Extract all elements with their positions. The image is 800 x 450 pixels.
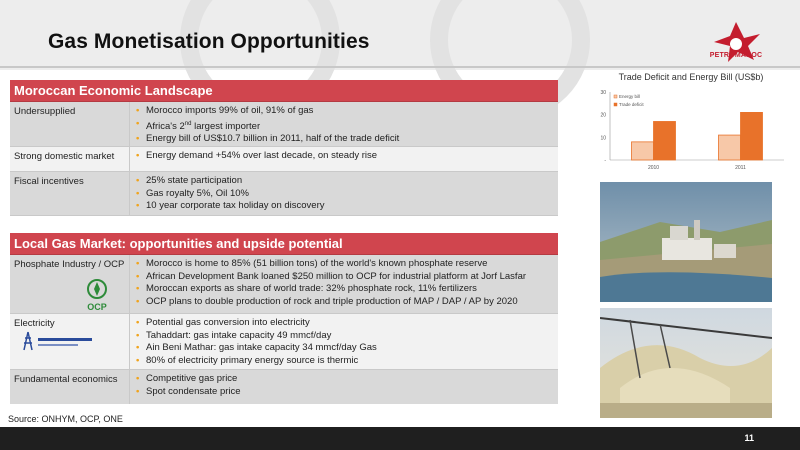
- bullet-item: • Ain Beni Mathar: gas intake capacity 34 mmcf/day Gas: [136, 342, 552, 355]
- bullet-item: • Spot condensate price: [136, 386, 552, 399]
- row-label: [10, 255, 130, 313]
- ocp-logo-icon: [76, 277, 118, 313]
- bullet-item: [136, 118, 552, 134]
- chart-title: Trade Deficit and Energy Bill (US$b): [618, 72, 764, 82]
- economic-landscape-section: [10, 80, 558, 216]
- legend-swatch: [614, 103, 617, 106]
- superscript: nd: [184, 120, 192, 127]
- trade-deficit-chart: [588, 84, 788, 176]
- row-label-text: Phosphate Industry / OCP: [14, 259, 125, 270]
- source-note: Source: ONHYM, OCP, ONE: [8, 414, 123, 424]
- bullet-item: • Competitive gas price: [136, 373, 552, 386]
- phosphate-mine-photo: [600, 308, 772, 418]
- section-heading: Moroccan Economic Landscape: [10, 80, 558, 102]
- x-tick-label: 2010: [647, 165, 660, 171]
- table-row: [10, 255, 558, 314]
- x-tick-label: 2011: [735, 165, 746, 171]
- table-row: [10, 314, 558, 370]
- text-fragment: largest importer: [194, 120, 261, 132]
- y-tick-label: 10: [600, 135, 606, 142]
- title-divider: [0, 66, 800, 68]
- bullet-item: • Moroccan exports as share of world trade: 32% phosphate rock, 11% fertilizers: [136, 283, 552, 296]
- bullet-item: • 80% of electricity primary energy source is thermic: [136, 355, 552, 368]
- bullet-item: • Morocco imports 99% of oil, 91% of gas: [136, 105, 552, 118]
- bullet-item: • Energy bill of US$10.7 billion in 2011, half of the trade deficit: [136, 133, 552, 146]
- bullet-item: • African Development Bank loaned $250 million to OCP for industrial platform at Jorf Lasfar: [136, 271, 552, 284]
- power-plant-photo: [600, 182, 772, 302]
- bar-trade-deficit: [741, 112, 763, 160]
- row-value: [130, 255, 558, 313]
- row-label: Undersupplied: [10, 102, 130, 146]
- text-fragment: Africa's: [146, 120, 177, 132]
- row-value: [130, 314, 558, 369]
- table-row: [10, 172, 558, 216]
- section-heading: Local Gas Market: opportunities and upside potential: [10, 233, 558, 255]
- ocp-logo-text: OCP: [87, 302, 107, 312]
- one-pylon-icon: [20, 330, 100, 352]
- footer-bar: [0, 427, 800, 450]
- local-gas-market-section: [10, 233, 558, 404]
- bullet-item: • Energy demand +54% over last decade, on steady rise: [136, 150, 552, 163]
- bar-energy-bill: [632, 142, 654, 160]
- row-value: [130, 370, 558, 404]
- bar-trade-deficit: [654, 121, 676, 160]
- row-label: Strong domestic market: [10, 147, 130, 171]
- row-label: Fiscal incentives: [10, 172, 130, 215]
- row-value: [130, 147, 558, 171]
- bullet-item: • OCP plans to double production of rock and triple production of MAP / DAP / AP by 2020: [136, 296, 552, 309]
- table-row: [10, 102, 558, 147]
- legend-label: Trade deficit: [619, 102, 644, 107]
- petromaroc-logo-icon: [700, 18, 772, 70]
- bullet-item: • 25% state participation: [136, 175, 552, 188]
- text-fragment: 2nd: [179, 120, 192, 132]
- bullet-item: • 10 year corporate tax holiday on discovery: [136, 200, 552, 213]
- bar-energy-bill: [719, 135, 741, 160]
- y-tick-label: -: [604, 158, 606, 164]
- table-row: [10, 147, 558, 172]
- bullet-item: • Gas royalty 5%, Oil 10%: [136, 188, 552, 201]
- row-value: [130, 172, 558, 215]
- y-tick-label: 20: [600, 112, 606, 119]
- page-number: 11: [744, 433, 754, 443]
- row-value: [130, 102, 558, 146]
- bullet-item: • Tahaddart: gas intake capacity 49 mmcf/day: [136, 330, 552, 343]
- y-tick-label: 30: [600, 90, 606, 96]
- table-row: [10, 370, 558, 404]
- row-label: [10, 314, 130, 369]
- bullet-item: • Potential gas conversion into electricity: [136, 317, 552, 330]
- row-label: Fundamental economics: [10, 370, 130, 404]
- legend-swatch: [614, 95, 617, 98]
- page-title: Gas Monetisation Opportunities: [48, 30, 370, 53]
- bullet-item: • Morocco is home to 85% (51 billion tons) of the world's known phosphate reserve: [136, 258, 552, 271]
- brand-name: PETROMAROC: [709, 52, 763, 59]
- legend-label: Energy bill: [619, 94, 641, 99]
- row-label-text: Electricity: [14, 318, 55, 329]
